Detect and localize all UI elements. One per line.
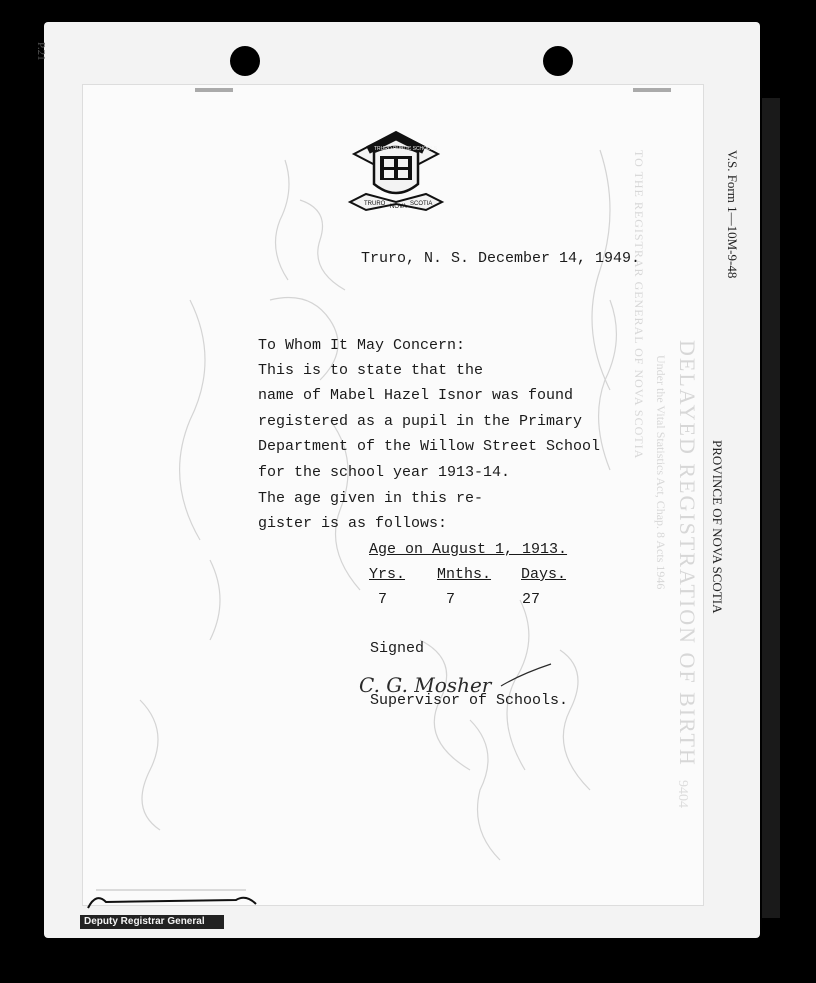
letter-line: name of Mabel Hazel Isnor was found	[258, 387, 574, 404]
svg-text:C. G. Mosher: C. G. Mosher	[359, 673, 492, 697]
letter-line: This is to state that the	[258, 362, 484, 379]
crest-ribbon-center: NOVA	[390, 204, 407, 210]
form-title: DELAYED REGISTRATION OF BIRTH	[675, 340, 700, 767]
crest-ribbon-right: SCOTIA	[410, 201, 433, 207]
registrar-stamp: Deputy Registrar General	[80, 915, 224, 929]
age-heading: Age on August 1, 1913.	[369, 541, 568, 558]
age-value-months: 7	[446, 591, 456, 608]
form-number: 9404	[675, 780, 690, 808]
province-label: PROVINCE OF NOVA SCOTIA	[710, 440, 725, 614]
school-crest	[346, 128, 446, 218]
form-id-label: V.S. Form 1—10M-9-48	[725, 150, 740, 279]
signer-title: Supervisor of Schools.	[370, 692, 569, 709]
age-value-days: 27	[522, 591, 541, 608]
letter-line: registered as a pupil in the Primary	[258, 413, 583, 430]
crest-top-text: TRURO PUBLIC SCHOOLS	[374, 146, 438, 152]
form-addressee: TO THE REGISTRAR GENERAL OF NOVA SCOTIA	[632, 150, 646, 460]
letter-salutation: To Whom It May Concern:	[258, 337, 466, 354]
letter-line: gister is as follows:	[258, 515, 448, 532]
crest-ribbon-left: TRURO	[364, 201, 386, 207]
letter-line: for the school year 1913-14.	[258, 464, 511, 481]
letter-dateline: Truro, N. S. December 14, 1949.	[361, 250, 641, 267]
signed-label: Signed	[370, 640, 425, 657]
letter-line: Department of the Willow Street School	[258, 438, 601, 455]
form-subtitle: Under the Vital Statistics Act, Chap. 8 Acts 1946	[654, 355, 668, 590]
stamp-scribble	[86, 890, 261, 912]
age-col-years: Yrs.	[369, 566, 406, 583]
letter-line: The age given in this re-	[258, 490, 484, 507]
age-col-days: Days.	[521, 566, 567, 583]
edge-mark: P.21	[35, 42, 47, 61]
age-value-years: 7	[378, 591, 388, 608]
age-col-months: Mnths.	[437, 566, 492, 583]
